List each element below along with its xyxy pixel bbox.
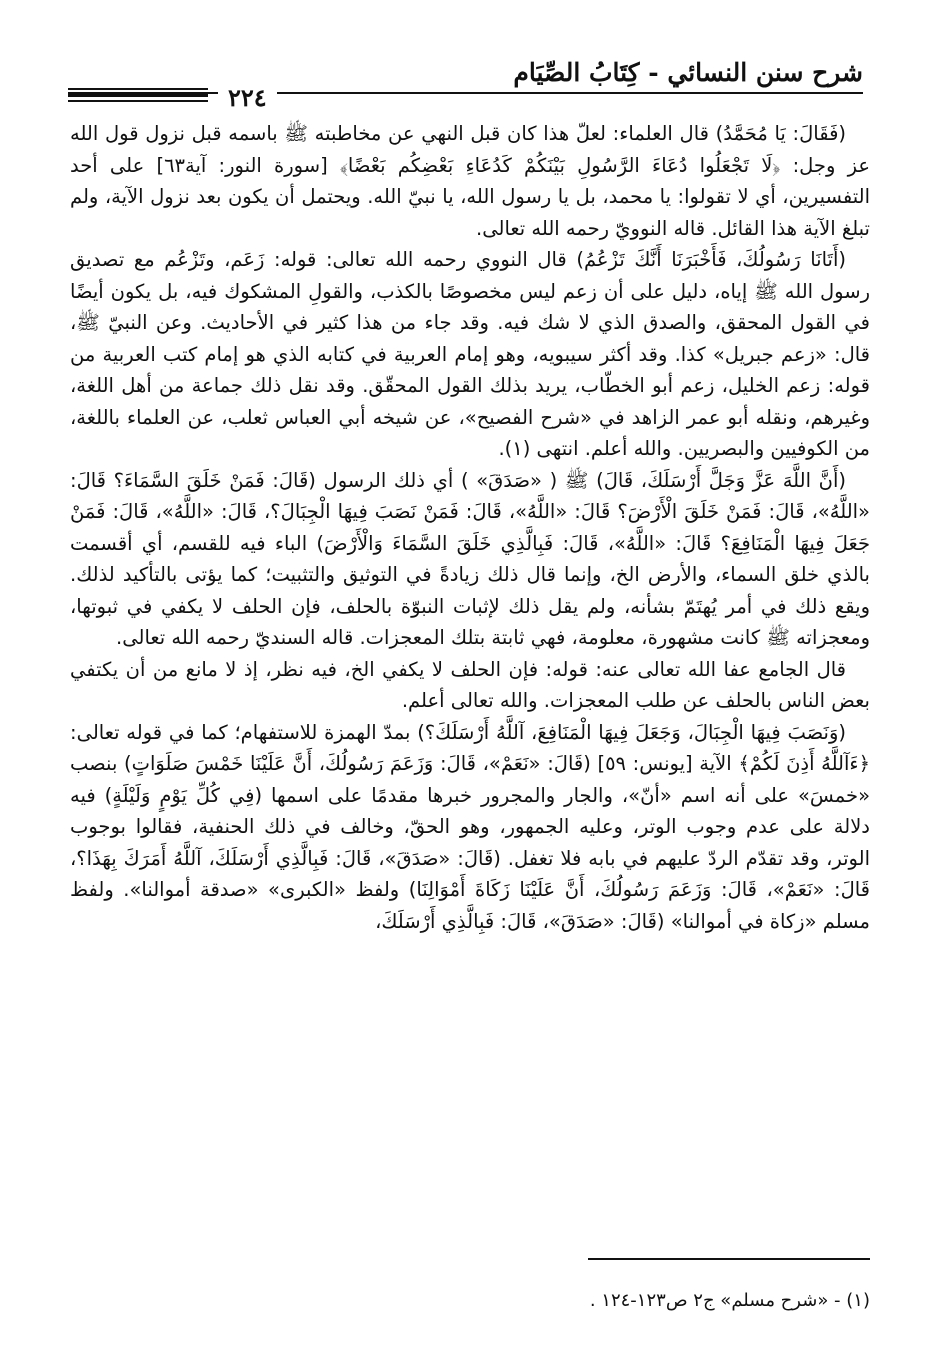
page-number: ٢٢٤ — [218, 84, 277, 112]
page-header — [68, 58, 863, 112]
paragraph: (فَقَالَ: يَا مُحَمَّدُ) قال العلماء: لعلّ هذا كان قبل النهي عن مخاطبته ﷺ باسمه قبل نزول قول الله عز وجل: ﴿لَا تَجْعَلُوا دُعَاءَ الرَّسُولِ بَيْنَكُمْ كَدُعَاءِ بَعْضِكُم بَعْضًا﴾ [سورة النور: آية٦٣] على أحد التفسيرين، أي لا تقولوا: يا محمد، بل يا رسول الله، يا نبيّ الله. ويحتمل أن يكون بعد نزول الآية، ولم تبلغ الآية هذا القائل. قاله النوويّ رحمه الله تعالى. — [70, 122, 870, 240]
footnote-separator — [588, 1258, 870, 1260]
paragraph: قال الجامع عفا الله تعالى عنه: قوله: فإن الحلف لا يكفي الخ، فيه نظر، إذ لا مانع من أن يكتفي بعض الناس بالحلف عن طلب المعجزات. والله تعالى أعلم. — [70, 657, 870, 712]
running-title: شرح سنن النسائي - كِتَابُ الصِّيَام — [513, 58, 863, 87]
paragraph: (أَنَّ اللَّهَ عَزَّ وَجَلَّ أَرْسَلَكَ، قَالَ) ﷺ ( «صَدَقَ» ) أي ذلك الرسول (قَالَ: فَمَنْ خَلَقَ السَّمَاءَ؟ قَالَ: «اللَّهُ»، قَالَ: فَمَنْ خَلَقَ الْأَرْضَ؟ قَالَ: «اللَّهُ»، قَالَ: فَمَنْ نَصَبَ فِيهَا الْجِبَالَ؟، قَالَ: «اللَّهُ»، قَالَ: فَمَنْ جَعَلَ فِيهَا الْمَنَافِعَ؟ قَالَ: «اللَّهُ»، قَالَ: فَبِالَّذِي خَلَقَ السَّمَاءَ وَالْأَرْضَ) الباء فيه للقسم، أي أقسمت بالذي خلق السماء، والأرض الخ، وإنما قال ذلك زيادةً في التوثيق والتثبيت؛ كما يؤتى بالتأكيد لذلك. ويقع ذلك في أمر يُهتَمّ بشأنه، ولم يقل ذلك لإثبات النبوّة بالحلف، فإن الحلف لا يكفي في ثبوتها، ومعجزاته ﷺ كانت مشهورة، معلومة، فهي ثابتة بتلك المعجزات. قاله السنديّ رحمه الله تعالى. — [70, 468, 870, 649]
paragraph: (وَنَصَبَ فِيهَا الْجِبَالَ، وَجَعَلَ فِيهَا الْمَنَافِعَ، آللَّهُ أَرْسَلَكَ؟) بمدّ الهمزة للاستفهام؛ كما في قوله تعالى: ﴿ءَآللَّهُ أَذِنَ لَكُمْ﴾ الآية [يونس: ٥٩] (قَالَ: «نَعَمْ»، قَالَ: وَزَعَمَ رَسُولُكَ، أَنَّ عَلَيْنَا خَمْسَ صَلَوَاتٍ) بنصب «خمسَ» على أنه اسم «أنّ»، والجار والمجرور خبرها مقدمًا على اسمها (فِي كُلِّ يَوْمٍ وَلَيْلَةٍ) فيه دلالة على عدم وجوب الوتر، وعليه الجمهور، وهو الحقّ، وخالف في ذلك الحنفية، فقالوا بوجوب الوتر، وقد تقدّم الردّ عليهم في بابه فلا تغفل. (قَالَ: «صَدَقَ»، قَالَ: فَبِالَّذِي أَرْسَلَكَ، آللَّهُ أَمَرَكَ بِهَذَا؟، قَالَ: «نَعَمْ»، قَالَ: وَزَعَمَ رَسُولُكَ، أَنَّ عَلَيْنَا زَكَاةَ أَمْوَالِنَا) ولفظ «الكبرى» «صدقة أموالنا». ولفظ مسلم «زكاة في أموالنا» (قَالَ: «صَدَقَ»، قَالَ: فَبِالَّذِي أَرْسَلَكَ، — [70, 720, 870, 933]
main-text — [70, 118, 870, 1246]
header-ornament-rules — [68, 88, 208, 105]
footnote: (١) - «شرح مسلم» ج٢ ص١٢٣-١٢٤ . — [589, 1290, 870, 1311]
paragraph: (أَتَانَا رَسُولُكَ، فَأَخْبَرَنَا أَنَّكَ تَزْعُمُ) قال النووي رحمه الله تعالى: قوله: زَعَم، وتَزْعُم مع تصديق رسول الله ﷺ إياه، دليل على أن زعم ليس مخصوصًا بالكذب، والقولِ المشكوك فيه، بل يكون أيضًا في القول المحقق، والصدق الذي لا شك فيه. وقد جاء من هذا كثير في الأحاديث. وعن النبيّ ﷺ، قال: «زعم جبريل» كذا. وقد أكثر سيبويه، وهو إمام العربية في كتابه الذي هو إمام كتب العربية من قوله: زعم الخليل، زعم أبو الخطّاب، يريد بذلك القول المحقّق. وقد نقل ذلك جماعة من أهل اللغة، وغيرهم، ونقله أبو عمر الزاهد في «شرح الفصيح»، عن شيخه أبي العباس ثعلب، عن العلماء باللغة، من الكوفيين والبصريين. والله أعلم. انتهى (١). — [70, 248, 870, 460]
